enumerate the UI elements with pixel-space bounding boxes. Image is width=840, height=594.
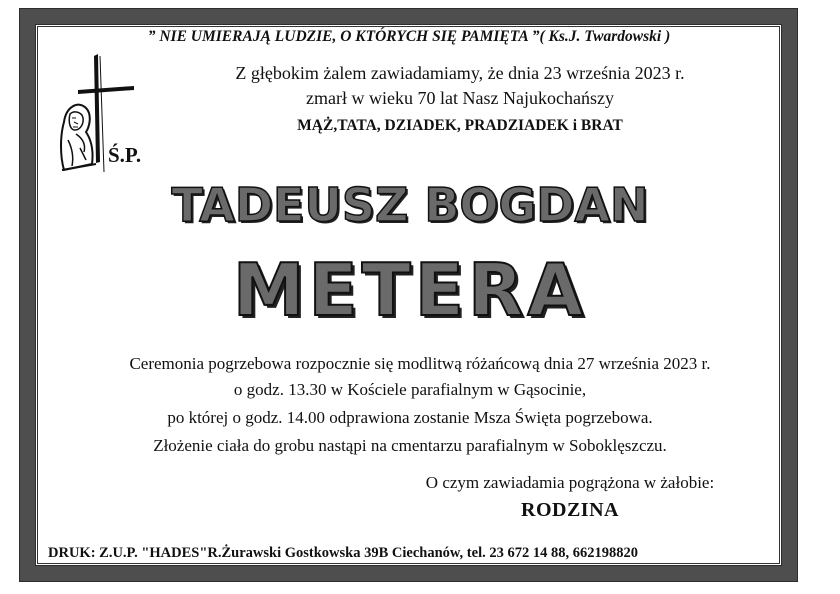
deceased-surname: METERA bbox=[232, 248, 588, 332]
announcement-line-2: zmarł w wieku 70 lat Nasz Najukochańszy bbox=[306, 88, 614, 108]
ceremony-line-2: o godz. 13.30 w Kościele parafialnym w Gąsocinie, bbox=[233, 380, 587, 399]
ceremony-line-1: Ceremonia pogrzebowa rozpocznie się modlitwą różańcową dnia 27 września 2023 r. bbox=[129, 354, 711, 373]
printer-footer: DRUK: Z.U.P. "HADES"R.Żurawski Gostkowska 39B Ciechanów, tel. 23 672 14 88, 662198820 bbox=[48, 545, 638, 561]
sp-prefix: Ś.P. bbox=[108, 143, 142, 167]
deceased-first-names: TADEUSZ BOGDAN bbox=[171, 178, 649, 232]
family-roles: MĄŻ,TATA, DZIADEK, PRADZIADEK i BRAT bbox=[297, 117, 623, 134]
ceremony-line-3: po której o godz. 14.00 odprawiona zostanie Msza Święta pogrzebowa. bbox=[167, 408, 653, 427]
announcement-line-1: Z głębokim żalem zawiadamiamy, że dnia 23 września 2023 r. bbox=[235, 63, 685, 83]
family-signature: RODZINA bbox=[521, 499, 619, 521]
closing-line: O czym zawiadamia pogrążona w żałobie: bbox=[425, 473, 715, 492]
memorial-quote: ” NIE UMIERAJĄ LUDZIE, O KTÓRYCH SIĘ PAMIĘTA ”( Ks.J. Twardowski ) bbox=[147, 28, 671, 45]
ceremony-line-4: Złożenie ciała do grobu nastąpi na cmentarzu parafialnym w Soboklęszczu. bbox=[153, 436, 667, 455]
